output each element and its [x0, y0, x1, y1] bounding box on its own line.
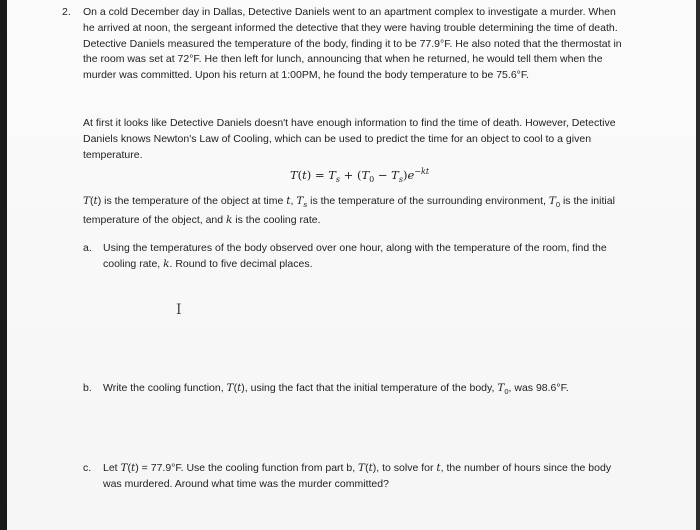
part-a-label: a.	[83, 242, 92, 254]
part-b-text: Write the cooling function, T(t), using the fact that the initial temperature of the body, $T_0$, was 98.6°F.	[103, 382, 569, 397]
photo-left-edge	[0, 0, 7, 530]
part-a	[83, 241, 623, 273]
part-b	[83, 381, 623, 400]
part-c	[83, 461, 623, 493]
newton-cooling-formula: $T(t) = T_s + (T_0 - T_s)e^{-kt}$	[290, 167, 430, 185]
part-c-text: Let T(t) = 77.9°F. Use the cooling function from part b, T(t), to solve for t, the number of hours since the body was murdered. Around what time was the murder committed?	[103, 462, 612, 490]
part-b-label: b.	[83, 382, 92, 394]
text-cursor-icon: I	[176, 302, 182, 318]
question-intro: On a cold December day in Dallas, Detective Daniels went to an apartment complex to investigate a murder. When he arrived at noon, the sergeant informed the detective that they were having trouble determining the time of death. Detective Daniels measured the temperature of the body, finding it to be 77.9°F. He also noted that the thermostat in the room was set at 72°F. He then left for lunch, announcing that when he returned, he would tell them when the murder was committed. Upon his return at 1:00PM, he found the body temperature to be 75.6°F.	[83, 6, 622, 82]
question-number: 2.	[62, 6, 71, 18]
photo-right-edge	[696, 0, 700, 530]
newton-law-paragraph: At first it looks like Detective Daniels doesn't have enough information to find the time of death. However, Detective Daniels knows Newton's Law of Cooling, which can be used to predict the time for an object to cool to a given temperature.	[83, 117, 616, 161]
part-c-label: c.	[83, 462, 92, 474]
formula-definitions: T(t) is the temperature of the object at time t, $T_s$ is the temperature of the surrounding environment, $T_0$ is the initial temperature of the object, and k is the cooling rate.	[83, 195, 615, 226]
part-a-text: Using the temperatures of the body observed over one hour, along with the temperature of the room, find the cooling rate, k. Round to five decimal places.	[103, 242, 607, 270]
